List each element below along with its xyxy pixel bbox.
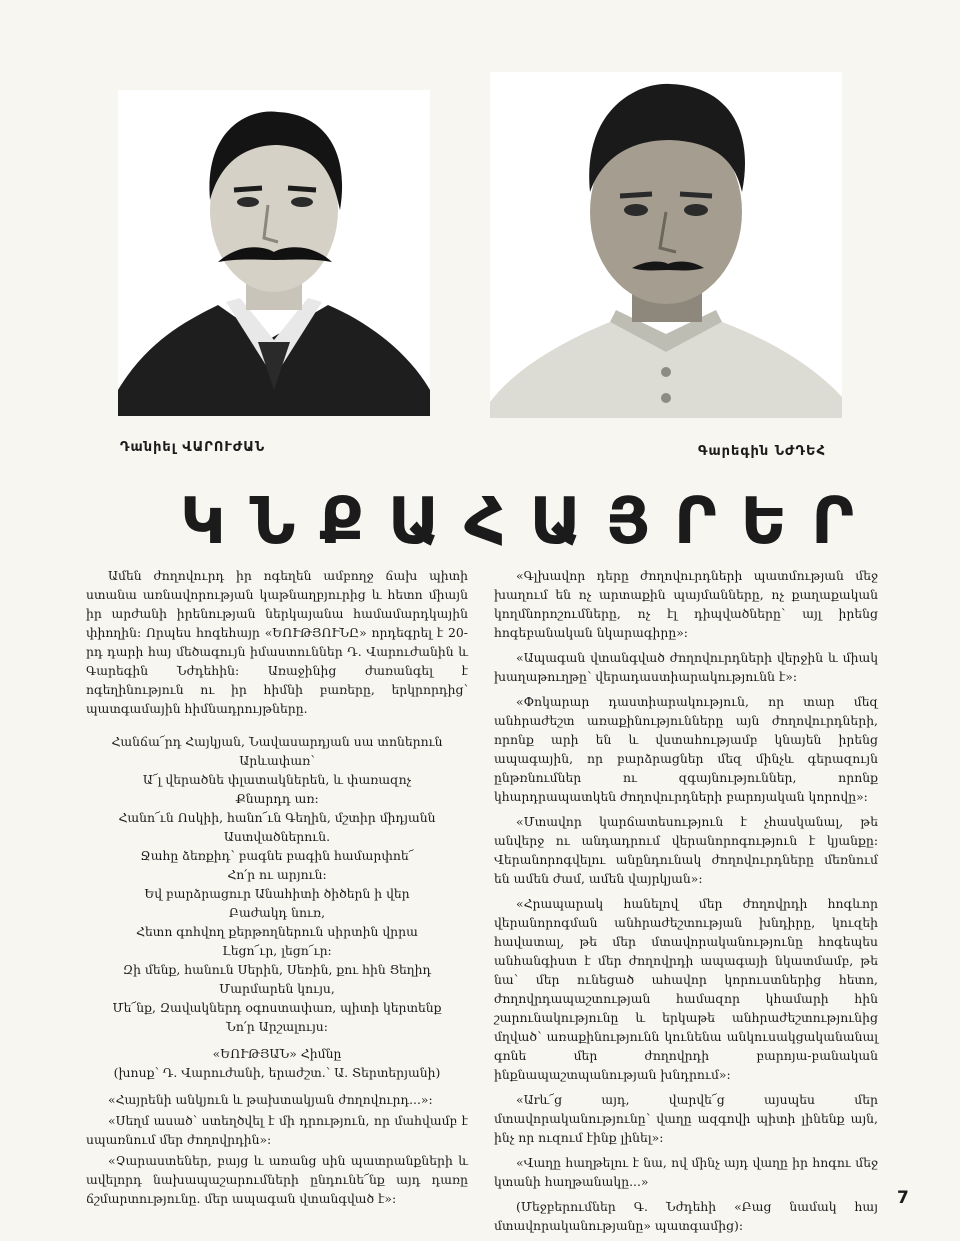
- quote-paragraph: «Մտավոր կարճատեսություն է չհասկանալ, թե անվերջ ու անդադրում վերանորոգություն է կյանքը: Վերանորոգվելու անընդունակ ժողովուրդները մեռնում են ամեն ժամ, ամեն վայրկյան»:: [494, 814, 878, 886]
- anthem-poem: [86, 732, 468, 1036]
- source-note: (Մեջբերումներ Գ. Նժդեհի «Բաց նամակ հայ մտավորականությանը» պատգամից):: [494, 1199, 878, 1233]
- page-number: 7: [897, 1188, 909, 1208]
- quote-paragraph: «Սեղմ ասած՝ ստեղծվել է մի դրություն, որ մահվամբ է սպառնում մեր ժողովրդին»:: [86, 1113, 468, 1147]
- poem-line: Ջահը ձեռքիդ՝ բագնե բագին համարփոե՜: [140, 848, 414, 863]
- poem-line: Հետո գոհվող քերթողներուն սիրտին վրրա: [136, 924, 418, 939]
- quote-paragraph: «Փոկարար դաստիարակություն, որ տար մեզ անհրաժեշտ առաքինությունները այն ժողովուրդների, որոնք արի են և վստահությամբ կնայեն իրենց ապագային, որ բարձրացներ մեզ մինչև գերազույն ընթռնումներ ու զգայնություններ, որոնք կհարդրապատկեն ժողովուրդների բարոյական կորովը»:: [494, 694, 878, 804]
- poem-line: Հո՛ր ու արյուն:: [227, 867, 327, 882]
- poem-line: Հանո՜ւն Ոսկիի, հանո՜ւն Գեղին, մշտիր միդյանն: [118, 810, 436, 825]
- quote-paragraph: «Հրապարակ հանելով մեր ժողովրդի հոգևոր վերանորոգման անհրաժեշտության խնդիրը, կուզեի հավատալ, թե մեր մտավորականությունը հոգեպես անհանգիստ է մեր ժողովրդի ապագայի նկատմամբ, թե նա՝ մեր ունեցած ահավոր կորուստներից հետո, ժողովրդապաշտության համազոր կհամարի հին շարունակությունը և երկաթե անհրաժեշտությունից մղված՝ առաքինությունն կունենա անկուսակցականանալ գոնե մեր ժողովրդի բարոյա-բանական ինքնապաշտպանության խնդրում»:: [494, 896, 878, 1082]
- quote-paragraph: «Չարաստեներ, բայց և առանց սին պատրանքների և ավելորդ նախապաշարումների ընդունե՜նք այդ դառը ճշմարտությունը. մեր ապագան վտանգված է»:: [86, 1153, 468, 1206]
- right-column: [494, 566, 878, 1241]
- quote-paragraph: «Աrև՜ց այդ, վարվե՜ց այսպես մեր մտավորականությունը՝ վաղը ազգովի պիտի լինենք այն, ինչ որ ուզում էինք լինել»:: [494, 1092, 878, 1145]
- poem-line: Մարմարեն կույս,: [219, 981, 335, 996]
- quote-paragraph: «Ապագան վտանգված ժողովուրդների վերջին և միակ խաղաթուղթը՝ վերադաստիարակությունն է»:: [494, 650, 878, 684]
- quote-paragraph: «Վաղը հաղթելու է նա, ով մինչ այդ վաղը իր հոգու մեջ կտանի հաղթանակը...»: [494, 1155, 878, 1189]
- poem-line: Ա՜լ վերածնե փլատակներեն, և փառազոչ: [142, 772, 412, 787]
- poem-line: Եվ բարձրացուր Անահիտի ծիծերն ի վեր: [144, 886, 410, 901]
- anthem-title: «ԵՈՒԹՅԱՆ» Հիմնը: [212, 1046, 342, 1061]
- anthem-credit: (խոսք՝ Դ. Վարուժանի, երաժշտ.՝ Ա. Տերտերյանի): [113, 1065, 441, 1080]
- poem-line: Աստվածներուն.: [223, 829, 331, 844]
- poem-line: Լեցո՜ւր, լեցո՜ւր:: [222, 943, 332, 958]
- caption-nzhdeh: Գարեգին ՆԺԴԵՀ: [698, 444, 826, 459]
- poem-line: Քնարդդ առ:: [235, 791, 319, 806]
- poem-line: Հանճա՜րդ Հայկյան, Նավասարդյան սա տոներուն: [111, 734, 443, 749]
- poem-line: Զի մենք, հանուն Սերին, Սեռին, քու հին Ցեղիդ: [122, 962, 432, 977]
- quote-paragraph: «Հայրենի անկյուն և թախտակյան ժողովուրդ...»:: [108, 1092, 433, 1107]
- left-column: [86, 566, 468, 1210]
- intro-paragraph: Ամեն ժողովուրդ իր ոգեղեն ամբողջ ճախ պիտի ստանա առնավորության կաթնաղբյուրից և հետո միայն իր արժանի իրենության ներկայանա համամարդկային փիողին: Որպես հոգեհայր «ԵՈՒԹՅՈՒՆԸ» որդեգրել է 20-րդ դարի հայ մեծագույն իմաստուններ Դ. Վարուժանին և Գարեգին Նժդեհին: Առաջինից ժառանգել է ոգեղինություն ու իր հիմնի բառերը, երկրորդից՝ պատգամային հիմնադրույթները.: [86, 568, 468, 716]
- portrait-daniel-varuzhan: [118, 90, 430, 416]
- quote-paragraph: «Գլխավոր դերը ժողովուրդների պատմության մեջ խաղում են ոչ արտաքին պայմանները, ոչ քաղաքական կողմնորոշումները, ոչ էլ դիպվածները՝ այլ իրենց հոգեբանական նկարագիրը»:: [494, 568, 878, 640]
- poem-line: Բաժակդ նուռ,: [228, 905, 326, 920]
- page-title: ԿՆՔԱՀԱՅՐԵՐ: [180, 485, 878, 559]
- portrait-garegin-nzhdeh: [490, 72, 842, 418]
- poem-line: Նո՛ր Արշալույս:: [226, 1019, 328, 1034]
- poem-line: Մե՜նք, Զավակներդ օգոստափառ, պիտի կերտենք: [112, 1000, 442, 1015]
- caption-varuzhan: Դանիել ՎԱՐՈՒԺԱՆ: [120, 440, 266, 455]
- poem-line: Արևափառ՝: [239, 753, 315, 768]
